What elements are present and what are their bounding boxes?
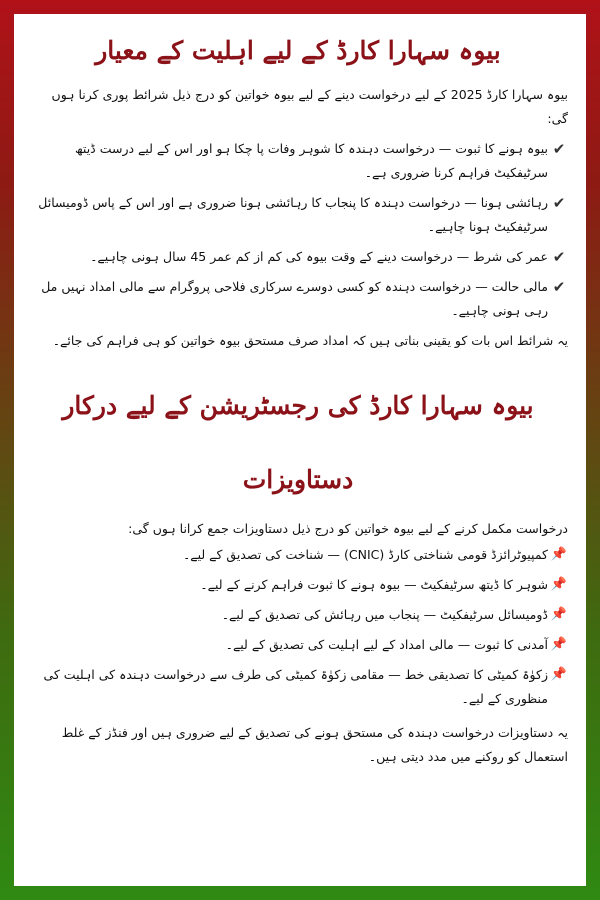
list-item: ✔ رہائشی ہونا — درخواست دہندہ کا پنجاب کا رہائشی ہونا ضروری ہے اور اس کے پاس ڈومیسائل سرٹیفکیٹ ہونا چاہیے۔ xyxy=(28,191,568,239)
check-icon: ✔ xyxy=(552,278,566,296)
pushpin-icon: 📌 xyxy=(550,577,568,592)
list-item: 📌 کمپیوٹرائزڈ قومی شناختی کارڈ (CNIC) — شناخت کی تصدیق کے لیے۔ xyxy=(28,543,568,567)
check-icon: ✔ xyxy=(552,140,566,158)
eligibility-outro: یہ شرائط اس بات کو یقینی بناتی ہیں کہ امداد صرف مستحق بیوہ خواتین کو ہی فراہم کی جائے۔ xyxy=(52,333,568,348)
list-item: ✔ مالی حالت — درخواست دہندہ کو کسی دوسرے سرکاری فلاحی پروگرام سے مالی امداد نہیں مل رہی ہونی چاہیے۔ xyxy=(28,275,568,323)
content-card xyxy=(14,14,586,886)
list-item: ✔ بیوہ ہونے کا ثبوت — درخواست دہندہ کا شوہر وفات پا چکا ہو اور اس کے لیے درست ڈیتھ سرٹیفکیٹ فراہم کرنا ضروری ہے۔ xyxy=(28,137,568,185)
list-item: 📌 شوہر کا ڈیتھ سرٹیفکیٹ — بیوہ ہونے کا ثبوت فراہم کرنے کے لیے۔ xyxy=(28,573,568,597)
list-item: ✔ عمر کی شرط — درخواست دینے کے وقت بیوہ کی کم از کم عمر 45 سال ہونی چاہیے۔ xyxy=(28,245,568,269)
documents-title: بیوہ سہارا کارڈ کی رجسٹریشن کے لیے درکار دستاویزات xyxy=(62,391,534,494)
documents-intro: درخواست مکمل کرنے کے لیے بیوہ خواتین کو درج ذیل دستاویزات جمع کرانا ہوں گی: xyxy=(128,521,568,536)
eligibility-list xyxy=(28,137,568,323)
pushpin-icon: 📌 xyxy=(550,607,568,622)
documents-list xyxy=(28,543,568,711)
check-icon: ✔ xyxy=(552,248,566,266)
pushpin-icon: 📌 xyxy=(550,667,568,682)
list-item: 📌 آمدنی کا ثبوت — مالی امداد کے لیے اہلیت کی تصدیق کے لیے۔ xyxy=(28,633,568,657)
pushpin-icon: 📌 xyxy=(550,637,568,652)
list-item: 📌 زکوٰۃ کمیٹی کا تصدیقی خط — مقامی زکوٰۃ کمیٹی کی طرف سے درخواست دہندہ کی اہلیت کی منظوری کے لیے۔ xyxy=(28,663,568,711)
eligibility-intro: بیوہ سہارا کارڈ 2025 کے لیے درخواست دینے کے لیے بیوہ خواتین کو درج ذیل شرائط پوری کرنا ہوں گی: xyxy=(51,87,568,126)
pushpin-icon: 📌 xyxy=(550,547,568,562)
check-icon: ✔ xyxy=(552,194,566,212)
documents-outro: یہ دستاویزات درخواست دہندہ کی مستحق ہونے کی تصدیق کے لیے ضروری ہیں اور فنڈز کے غلط استعمال کو روکنے میں مدد دیتی ہیں۔ xyxy=(61,725,568,764)
list-item: 📌 ڈومیسائل سرٹیفکیٹ — پنجاب میں رہائش کی تصدیق کے لیے۔ xyxy=(28,603,568,627)
eligibility-title: بیوہ سہارا کارڈ کے لیے اہلیت کے معیار xyxy=(95,36,501,65)
